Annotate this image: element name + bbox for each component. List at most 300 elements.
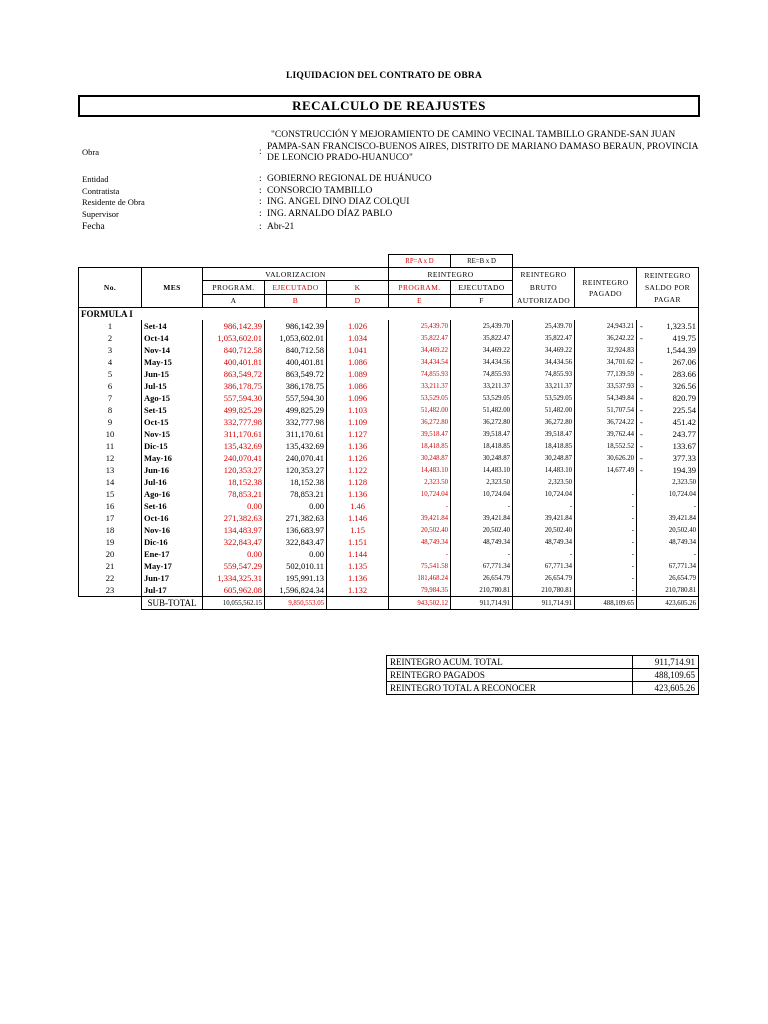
row-no: 4 bbox=[79, 356, 142, 368]
row-no: 20 bbox=[79, 548, 142, 560]
saldo-value: - bbox=[693, 503, 696, 510]
table-row bbox=[79, 536, 699, 548]
row-reintegro-pagado: 18,552.52 bbox=[575, 440, 637, 452]
header-ejecutado-2: EJECUTADO bbox=[451, 281, 513, 294]
row-mes: Jul-17 bbox=[142, 584, 203, 597]
row-k: 1.136 bbox=[327, 440, 389, 452]
row-reintegro-saldo bbox=[637, 332, 699, 344]
table-row bbox=[79, 560, 699, 572]
row-reintegro-pagado: 32,924.83 bbox=[575, 344, 637, 356]
row-reintegro-pagado: 54,349.84 bbox=[575, 392, 637, 404]
row-reintegro-saldo bbox=[637, 500, 699, 512]
saldo-value: 820.79 bbox=[672, 392, 696, 403]
summary-row bbox=[387, 682, 699, 695]
row-ejecutado: 120,353.27 bbox=[265, 464, 327, 476]
saldo-sign: - bbox=[640, 452, 643, 463]
row-no: 6 bbox=[79, 380, 142, 392]
row-reintegro-pagado: - bbox=[575, 584, 637, 597]
header-valorizacion: VALORIZACION bbox=[203, 268, 389, 281]
row-reintegro-saldo bbox=[637, 536, 699, 548]
saldo-value: 451.42 bbox=[672, 416, 696, 427]
row-reintegro-ejecutado: 67,771.34 bbox=[451, 560, 513, 572]
row-reintegro-pagado: - bbox=[575, 572, 637, 584]
row-reintegro-program: 48,749.34 bbox=[389, 536, 451, 548]
saldo-value: 419.75 bbox=[672, 332, 696, 343]
row-reintegro-bruto: 51,482.00 bbox=[513, 404, 575, 416]
header-e: E bbox=[389, 294, 451, 307]
saldo-sign: - bbox=[640, 380, 643, 391]
entidad-label: Entidad bbox=[82, 174, 109, 184]
row-reintegro-saldo bbox=[637, 584, 699, 597]
row-reintegro-ejecutado: 36,272.80 bbox=[451, 416, 513, 428]
row-ejecutado: 311,170.61 bbox=[265, 428, 327, 440]
row-ejecutado: 271,382.63 bbox=[265, 512, 327, 524]
header-b: B bbox=[265, 294, 327, 307]
row-ejecutado: 332,777.98 bbox=[265, 416, 327, 428]
row-k: 1.144 bbox=[327, 548, 389, 560]
table-row bbox=[79, 476, 699, 488]
row-reintegro-saldo bbox=[637, 380, 699, 392]
row-mes: Set-15 bbox=[142, 404, 203, 416]
row-reintegro-program: 36,272.80 bbox=[389, 416, 451, 428]
row-reintegro-pagado: - bbox=[575, 512, 637, 524]
formula-row bbox=[79, 255, 699, 268]
header-ejecutado: EJECUTADO bbox=[265, 281, 327, 294]
row-no: 15 bbox=[79, 488, 142, 500]
row-ejecutado: 135,432.69 bbox=[265, 440, 327, 452]
summary-row bbox=[387, 669, 699, 682]
row-reintegro-bruto: 2,323.50 bbox=[513, 476, 575, 488]
row-reintegro-pagado: - bbox=[575, 488, 637, 500]
row-ejecutado: 502,010.11 bbox=[265, 560, 327, 572]
saldo-sign: - bbox=[640, 404, 643, 415]
row-ejecutado: 863,549.72 bbox=[265, 368, 327, 380]
summary-value: 488,109.65 bbox=[633, 669, 699, 682]
reajustes-table bbox=[78, 254, 699, 610]
row-reintegro-bruto: 14,483.10 bbox=[513, 464, 575, 476]
row-no: 10 bbox=[79, 428, 142, 440]
row-k: 1.15 bbox=[327, 524, 389, 536]
row-reintegro-pagado: 33,537.93 bbox=[575, 380, 637, 392]
row-reintegro-saldo bbox=[637, 416, 699, 428]
row-reintegro-pagado: - bbox=[575, 536, 637, 548]
subtotal-saldo: 423,605.26 bbox=[637, 597, 699, 610]
row-k: 1.026 bbox=[327, 320, 389, 332]
header-k: K bbox=[327, 281, 389, 294]
row-no: 3 bbox=[79, 344, 142, 356]
row-mes: May-16 bbox=[142, 452, 203, 464]
table-row bbox=[79, 404, 699, 416]
row-no: 9 bbox=[79, 416, 142, 428]
row-reintegro-ejecutado: 18,418.85 bbox=[451, 440, 513, 452]
section-banner: RECALCULO DE REAJUSTES bbox=[78, 95, 700, 117]
row-ejecutado: 840,712.58 bbox=[265, 344, 327, 356]
row-no: 1 bbox=[79, 320, 142, 332]
row-program: 120,353.27 bbox=[203, 464, 265, 476]
row-no: 5 bbox=[79, 368, 142, 380]
row-reintegro-bruto: 20,502.40 bbox=[513, 524, 575, 536]
row-reintegro-ejecutado: - bbox=[451, 548, 513, 560]
row-k: 1.136 bbox=[327, 488, 389, 500]
row-reintegro-saldo bbox=[637, 356, 699, 368]
row-reintegro-ejecutado: 210,780.81 bbox=[451, 584, 513, 597]
row-k: 1.136 bbox=[327, 572, 389, 584]
row-k: 1.089 bbox=[327, 368, 389, 380]
row-reintegro-saldo bbox=[637, 368, 699, 380]
table-row bbox=[79, 320, 699, 332]
row-reintegro-ejecutado: 34,469.22 bbox=[451, 344, 513, 356]
row-reintegro-ejecutado: 20,502.40 bbox=[451, 524, 513, 536]
row-reintegro-pagado: 36,242.22 bbox=[575, 332, 637, 344]
saldo-value: 48,749.34 bbox=[668, 539, 696, 546]
row-reintegro-bruto: 10,724.04 bbox=[513, 488, 575, 500]
row-k: 1.034 bbox=[327, 332, 389, 344]
fecha-value: Abr-21 bbox=[267, 222, 295, 232]
saldo-sign: - bbox=[640, 464, 643, 475]
row-program: 0.00 bbox=[203, 500, 265, 512]
row-ejecutado: 386,178.75 bbox=[265, 380, 327, 392]
row-no: 21 bbox=[79, 560, 142, 572]
saldo-value: 26,654.79 bbox=[668, 575, 696, 582]
row-program: 0.00 bbox=[203, 548, 265, 560]
table-row bbox=[79, 344, 699, 356]
info-row-supervisor bbox=[82, 209, 702, 221]
table-row bbox=[79, 500, 699, 512]
row-mes: Set-14 bbox=[142, 320, 203, 332]
table-row bbox=[79, 392, 699, 404]
row-mes: Oct-15 bbox=[142, 416, 203, 428]
residente-value: ING. ANGEL DINO DIAZ COLQUI bbox=[267, 197, 410, 207]
saldo-value: 225.54 bbox=[672, 404, 696, 415]
row-ejecutado: 986,142.39 bbox=[265, 320, 327, 332]
row-mes: May-17 bbox=[142, 560, 203, 572]
saldo-value: 133.67 bbox=[672, 440, 696, 451]
row-k: 1.128 bbox=[327, 476, 389, 488]
row-reintegro-program: 10,724.04 bbox=[389, 488, 451, 500]
subtotal-f: 911,714.91 bbox=[451, 597, 513, 610]
info-row-fecha bbox=[82, 222, 702, 234]
row-program: 78,853.21 bbox=[203, 488, 265, 500]
table-row bbox=[79, 380, 699, 392]
document-title: LIQUIDACION DEL CONTRATO DE OBRA bbox=[285, 71, 483, 81]
row-ejecutado: 0.00 bbox=[265, 548, 327, 560]
row-reintegro-saldo bbox=[637, 452, 699, 464]
row-reintegro-program: 25,439.70 bbox=[389, 320, 451, 332]
summary-label: REINTEGRO PAGADOS bbox=[387, 669, 633, 682]
row-ejecutado: 1,596,824.34 bbox=[265, 584, 327, 597]
table-row bbox=[79, 488, 699, 500]
row-reintegro-pagado: 39,762.44 bbox=[575, 428, 637, 440]
row-program: 559,547.29 bbox=[203, 560, 265, 572]
row-reintegro-saldo bbox=[637, 320, 699, 332]
header-d: D bbox=[327, 294, 389, 307]
row-reintegro-saldo bbox=[637, 572, 699, 584]
row-reintegro-ejecutado: 30,248.87 bbox=[451, 452, 513, 464]
contratista-label: Contratista bbox=[82, 185, 120, 196]
row-program: 605,962.08 bbox=[203, 584, 265, 597]
row-reintegro-program: 39,421.84 bbox=[389, 512, 451, 524]
colon: : bbox=[259, 222, 262, 232]
row-reintegro-saldo bbox=[637, 488, 699, 500]
row-reintegro-pagado: 14,677.49 bbox=[575, 464, 637, 476]
row-program: 863,549.72 bbox=[203, 368, 265, 380]
row-reintegro-program: 35,822.47 bbox=[389, 332, 451, 344]
row-reintegro-pagado: 30,626.20 bbox=[575, 452, 637, 464]
row-program: 1,053,602.01 bbox=[203, 332, 265, 344]
row-k: 1.041 bbox=[327, 344, 389, 356]
saldo-value: 39,421.84 bbox=[668, 515, 696, 522]
row-mes: Set-16 bbox=[142, 500, 203, 512]
saldo-value: 377.33 bbox=[672, 452, 696, 463]
obra-value: "CONSTRUCCIÓN Y MEJORAMIENTO DE CAMINO VECINAL TAMBILLO GRANDE-SAN JUAN PAMPA-SAN FRANCISCO-BUENOS AIRES, DISTRITO DE MARIANO DAMASO BERAUN, PROVINCIA DE LEONCIO PRADO-HUANUCO" bbox=[267, 130, 698, 163]
row-program: 18,152.38 bbox=[203, 476, 265, 488]
row-reintegro-ejecutado: 53,529.05 bbox=[451, 392, 513, 404]
row-mes: Ene-17 bbox=[142, 548, 203, 560]
row-ejecutado: 1,053,602.01 bbox=[265, 332, 327, 344]
row-reintegro-saldo bbox=[637, 476, 699, 488]
row-no: 8 bbox=[79, 404, 142, 416]
row-mes: Nov-14 bbox=[142, 344, 203, 356]
colon: : bbox=[259, 174, 262, 184]
row-reintegro-bruto: 35,822.47 bbox=[513, 332, 575, 344]
row-no: 19 bbox=[79, 536, 142, 548]
row-reintegro-ejecutado: 51,482.00 bbox=[451, 404, 513, 416]
table-row bbox=[79, 548, 699, 560]
saldo-value: 210,780.81 bbox=[665, 587, 696, 594]
row-reintegro-bruto: 36,272.80 bbox=[513, 416, 575, 428]
row-reintegro-ejecutado: 39,518.47 bbox=[451, 428, 513, 440]
row-mes: Ago-15 bbox=[142, 392, 203, 404]
table-row bbox=[79, 356, 699, 368]
saldo-sign: - bbox=[640, 428, 643, 439]
saldo-value: 67,771.34 bbox=[668, 563, 696, 570]
row-reintegro-program: 51,482.00 bbox=[389, 404, 451, 416]
fecha-label: Fecha bbox=[82, 222, 105, 232]
saldo-sign: - bbox=[640, 356, 643, 367]
saldo-sign: - bbox=[640, 320, 643, 331]
row-mes: Jul-15 bbox=[142, 380, 203, 392]
row-reintegro-program: 75,541.58 bbox=[389, 560, 451, 572]
saldo-value: 194.39 bbox=[672, 464, 696, 475]
row-no: 7 bbox=[79, 392, 142, 404]
row-mes: Dic-15 bbox=[142, 440, 203, 452]
saldo-value: 243.77 bbox=[672, 428, 696, 439]
saldo-value: 1,544.39 bbox=[666, 344, 696, 355]
row-reintegro-ejecutado: 33,211.37 bbox=[451, 380, 513, 392]
subtotal-bruto: 911,714.91 bbox=[513, 597, 575, 610]
row-no: 18 bbox=[79, 524, 142, 536]
row-reintegro-saldo bbox=[637, 404, 699, 416]
supervisor-label: Supervisor bbox=[82, 208, 119, 219]
row-no: 23 bbox=[79, 584, 142, 597]
row-mes: Dic-16 bbox=[142, 536, 203, 548]
row-reintegro-bruto: 39,421.84 bbox=[513, 512, 575, 524]
row-mes: Ago-16 bbox=[142, 488, 203, 500]
row-k: 1.151 bbox=[327, 536, 389, 548]
row-reintegro-bruto: 48,749.34 bbox=[513, 536, 575, 548]
row-reintegro-pagado: - bbox=[575, 524, 637, 536]
row-reintegro-program: - bbox=[389, 548, 451, 560]
saldo-value: 20,502.40 bbox=[668, 527, 696, 534]
saldo-value: 2,323.50 bbox=[672, 479, 696, 486]
table-row bbox=[79, 368, 699, 380]
table-row bbox=[79, 428, 699, 440]
row-k: 1.109 bbox=[327, 416, 389, 428]
row-reintegro-saldo bbox=[637, 428, 699, 440]
header-reintegro-bruto: REINTEGRO BRUTO AUTORIZADO bbox=[513, 268, 575, 308]
row-reintegro-program: 2,323.50 bbox=[389, 476, 451, 488]
row-program: 240,070.41 bbox=[203, 452, 265, 464]
formula-rp: RP=A x D bbox=[389, 255, 451, 268]
row-reintegro-bruto: 39,518.47 bbox=[513, 428, 575, 440]
row-program: 499,825.29 bbox=[203, 404, 265, 416]
row-program: 135,432.69 bbox=[203, 440, 265, 452]
table-row bbox=[79, 464, 699, 476]
entidad-value: GOBIERNO REGIONAL DE HUÁNUCO bbox=[267, 174, 432, 184]
summary-table bbox=[386, 655, 699, 695]
row-program: 134,483.97 bbox=[203, 524, 265, 536]
row-reintegro-pagado: 51,707.54 bbox=[575, 404, 637, 416]
table-row bbox=[79, 440, 699, 452]
row-reintegro-bruto: 33,211.37 bbox=[513, 380, 575, 392]
info-row-entidad bbox=[82, 174, 702, 186]
row-no: 16 bbox=[79, 500, 142, 512]
summary-label: REINTEGRO TOTAL A RECONOCER bbox=[387, 682, 633, 695]
row-reintegro-program: 181,468.24 bbox=[389, 572, 451, 584]
subtotal-e: 943,502.12 bbox=[389, 597, 451, 610]
row-reintegro-pagado: 24,943.21 bbox=[575, 320, 637, 332]
row-reintegro-bruto: - bbox=[513, 500, 575, 512]
row-mes: Jun-16 bbox=[142, 464, 203, 476]
saldo-value: 326.56 bbox=[672, 380, 696, 391]
row-reintegro-program: 14,483.10 bbox=[389, 464, 451, 476]
table-row bbox=[79, 452, 699, 464]
header-reintegro-saldo: REINTEGRO SALDO POR PAGAR bbox=[637, 268, 699, 308]
table-row bbox=[79, 524, 699, 536]
table-body bbox=[79, 320, 699, 597]
row-k: 1.132 bbox=[327, 584, 389, 597]
colon: : bbox=[259, 185, 262, 196]
row-reintegro-program: 34,469.22 bbox=[389, 344, 451, 356]
row-reintegro-pagado: - bbox=[575, 560, 637, 572]
saldo-sign: - bbox=[640, 332, 643, 343]
saldo-value: 10,724.04 bbox=[668, 491, 696, 498]
row-mes: Jun-17 bbox=[142, 572, 203, 584]
row-reintegro-pagado: 36,724.22 bbox=[575, 416, 637, 428]
info-row-contratista bbox=[82, 186, 702, 198]
header-reintegro-pagado: REINTEGRO PAGADO bbox=[575, 268, 637, 308]
row-no: 22 bbox=[79, 572, 142, 584]
row-mes: Oct-16 bbox=[142, 512, 203, 524]
header-f: F bbox=[451, 294, 513, 307]
row-k: 1.086 bbox=[327, 380, 389, 392]
saldo-value: 1,323.51 bbox=[666, 320, 696, 331]
row-k: 1.146 bbox=[327, 512, 389, 524]
row-ejecutado: 240,070.41 bbox=[265, 452, 327, 464]
subtotal-pagado: 488,109.65 bbox=[575, 597, 637, 610]
row-reintegro-ejecutado: 74,855.93 bbox=[451, 368, 513, 380]
row-ejecutado: 18,152.38 bbox=[265, 476, 327, 488]
saldo-sign: - bbox=[640, 416, 643, 427]
row-reintegro-bruto: 74,855.93 bbox=[513, 368, 575, 380]
header-reintegro: REINTEGRO bbox=[389, 268, 513, 281]
row-reintegro-ejecutado: 35,822.47 bbox=[451, 332, 513, 344]
row-ejecutado: 499,825.29 bbox=[265, 404, 327, 416]
row-reintegro-saldo bbox=[637, 512, 699, 524]
row-program: 332,777.98 bbox=[203, 416, 265, 428]
header-a: A bbox=[203, 294, 265, 307]
row-reintegro-program: 39,518.47 bbox=[389, 428, 451, 440]
table-row bbox=[79, 416, 699, 428]
saldo-sign: - bbox=[640, 440, 643, 451]
row-reintegro-program: 33,211.37 bbox=[389, 380, 451, 392]
colon: : bbox=[259, 147, 262, 157]
table-row bbox=[79, 584, 699, 597]
row-program: 840,712.58 bbox=[203, 344, 265, 356]
row-program: 311,170.61 bbox=[203, 428, 265, 440]
residente-label: Residente de Obra bbox=[82, 197, 145, 207]
row-reintegro-bruto: 210,780.81 bbox=[513, 584, 575, 597]
row-ejecutado: 322,843.47 bbox=[265, 536, 327, 548]
row-k: 1.135 bbox=[327, 560, 389, 572]
formula-label-row bbox=[79, 308, 699, 321]
row-program: 1,334,325.31 bbox=[203, 572, 265, 584]
summary-row bbox=[387, 656, 699, 669]
row-no: 2 bbox=[79, 332, 142, 344]
row-k: 1.103 bbox=[327, 404, 389, 416]
row-program: 557,594.30 bbox=[203, 392, 265, 404]
header-program-2: PROGRAM. bbox=[389, 281, 451, 294]
row-reintegro-saldo bbox=[637, 560, 699, 572]
row-reintegro-pagado: 77,139.59 bbox=[575, 368, 637, 380]
row-reintegro-ejecutado: 34,434.56 bbox=[451, 356, 513, 368]
row-program: 271,382.63 bbox=[203, 512, 265, 524]
subtotal-label: SUB-TOTAL bbox=[142, 597, 203, 610]
row-k: 1.086 bbox=[327, 356, 389, 368]
subtotal-row bbox=[79, 597, 699, 610]
info-row-residente bbox=[82, 197, 702, 209]
header-row-1 bbox=[79, 268, 699, 281]
row-no: 12 bbox=[79, 452, 142, 464]
row-ejecutado: 78,853.21 bbox=[265, 488, 327, 500]
saldo-value: 267.06 bbox=[672, 356, 696, 367]
supervisor-value: ING. ARNALDO DÍAZ PABLO bbox=[267, 208, 393, 219]
saldo-value: 283.66 bbox=[672, 368, 696, 379]
row-reintegro-bruto: 25,439.70 bbox=[513, 320, 575, 332]
obra-label: Obra bbox=[82, 147, 99, 157]
row-no: 17 bbox=[79, 512, 142, 524]
row-k: 1.122 bbox=[327, 464, 389, 476]
row-ejecutado: 0.00 bbox=[265, 500, 327, 512]
row-reintegro-ejecutado: 14,483.10 bbox=[451, 464, 513, 476]
row-reintegro-ejecutado: 39,421.84 bbox=[451, 512, 513, 524]
row-mes: Jul-16 bbox=[142, 476, 203, 488]
row-reintegro-saldo bbox=[637, 392, 699, 404]
row-reintegro-bruto: 18,418.85 bbox=[513, 440, 575, 452]
row-reintegro-pagado bbox=[575, 476, 637, 488]
row-reintegro-bruto: 26,654.79 bbox=[513, 572, 575, 584]
row-ejecutado: 136,683.97 bbox=[265, 524, 327, 536]
row-program: 986,142.39 bbox=[203, 320, 265, 332]
row-reintegro-pagado: - bbox=[575, 548, 637, 560]
row-k: 1.46 bbox=[327, 500, 389, 512]
header-program: PROGRAM. bbox=[203, 281, 265, 294]
header-mes: MES bbox=[142, 268, 203, 308]
row-reintegro-bruto: 34,434.56 bbox=[513, 356, 575, 368]
row-k: 1.127 bbox=[327, 428, 389, 440]
row-mes: May-15 bbox=[142, 356, 203, 368]
row-ejecutado: 400,401.81 bbox=[265, 356, 327, 368]
